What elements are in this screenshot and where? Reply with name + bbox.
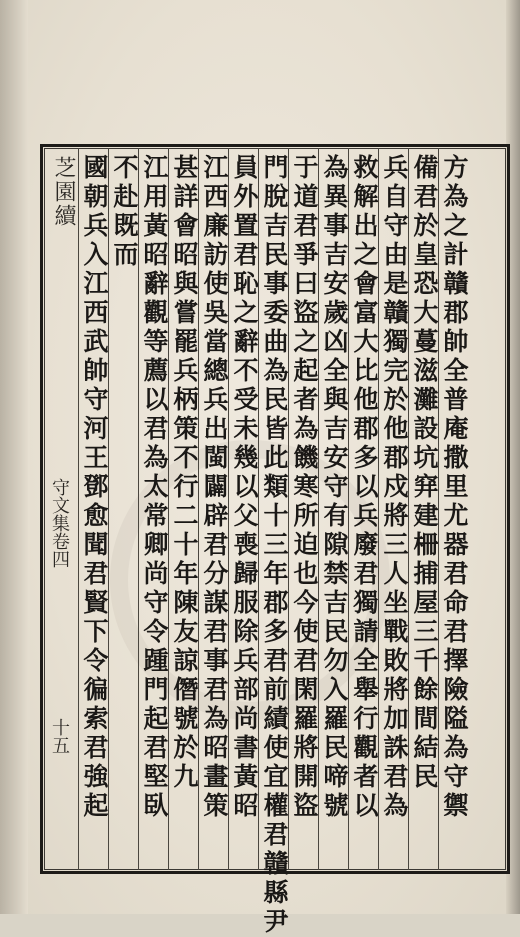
text-column: 兵自守由是贛獨完於他郡戍將三人坐戰敗將加誅君為 bbox=[378, 148, 408, 870]
text-column: 國朝兵入江西武帥守河王鄧愈聞君賢下令徧索君強起 bbox=[78, 148, 108, 870]
text-column: 員外置君恥之辭不受未幾以父喪歸服除兵部尚書黃昭 bbox=[228, 148, 258, 870]
text-column: 門脫吉民事委曲為民皆此類十三年郡多君前績使宜權君贛縣尹 bbox=[258, 148, 288, 870]
text-column: 為異事吉安歲凶全與吉安守有隙禁吉民勿入羅民啼號 bbox=[318, 148, 348, 870]
book-title: 芝園續 bbox=[51, 156, 76, 228]
volume-label: 守文集卷四 bbox=[49, 478, 70, 568]
text-column: 不赴既而 bbox=[108, 148, 138, 870]
page-center-column bbox=[44, 148, 79, 870]
text-column: 于道君爭曰盜之起者為饑寒所迫也今使君閑羅將開盜 bbox=[288, 148, 318, 870]
text-column: 江用黃昭辭觀等薦以君為太常卿尚守令踵門起君堅臥 bbox=[138, 148, 168, 870]
text-column: 甚詳會昭與嘗罷兵柄策不行二十年陳友諒僭號於九 bbox=[168, 148, 198, 870]
text-column: 備君於皇恐大蔓滋灘設坑穽建柵捕屋三千餘間結民 bbox=[408, 148, 438, 870]
text-column: 救解出之會富大比他郡多以兵廢君獨請全舉行觀者以 bbox=[348, 148, 378, 870]
text-column: 江西廉訪使吳當總兵出閩闢辟君分謀君事君為昭畫策 bbox=[198, 148, 228, 870]
page-number: 十五 bbox=[49, 718, 70, 754]
binding-shadow bbox=[0, 0, 28, 914]
text-column: 方為之計贛郡帥全普庵撒里尤器君命君擇險隘為守禦 bbox=[438, 148, 468, 870]
